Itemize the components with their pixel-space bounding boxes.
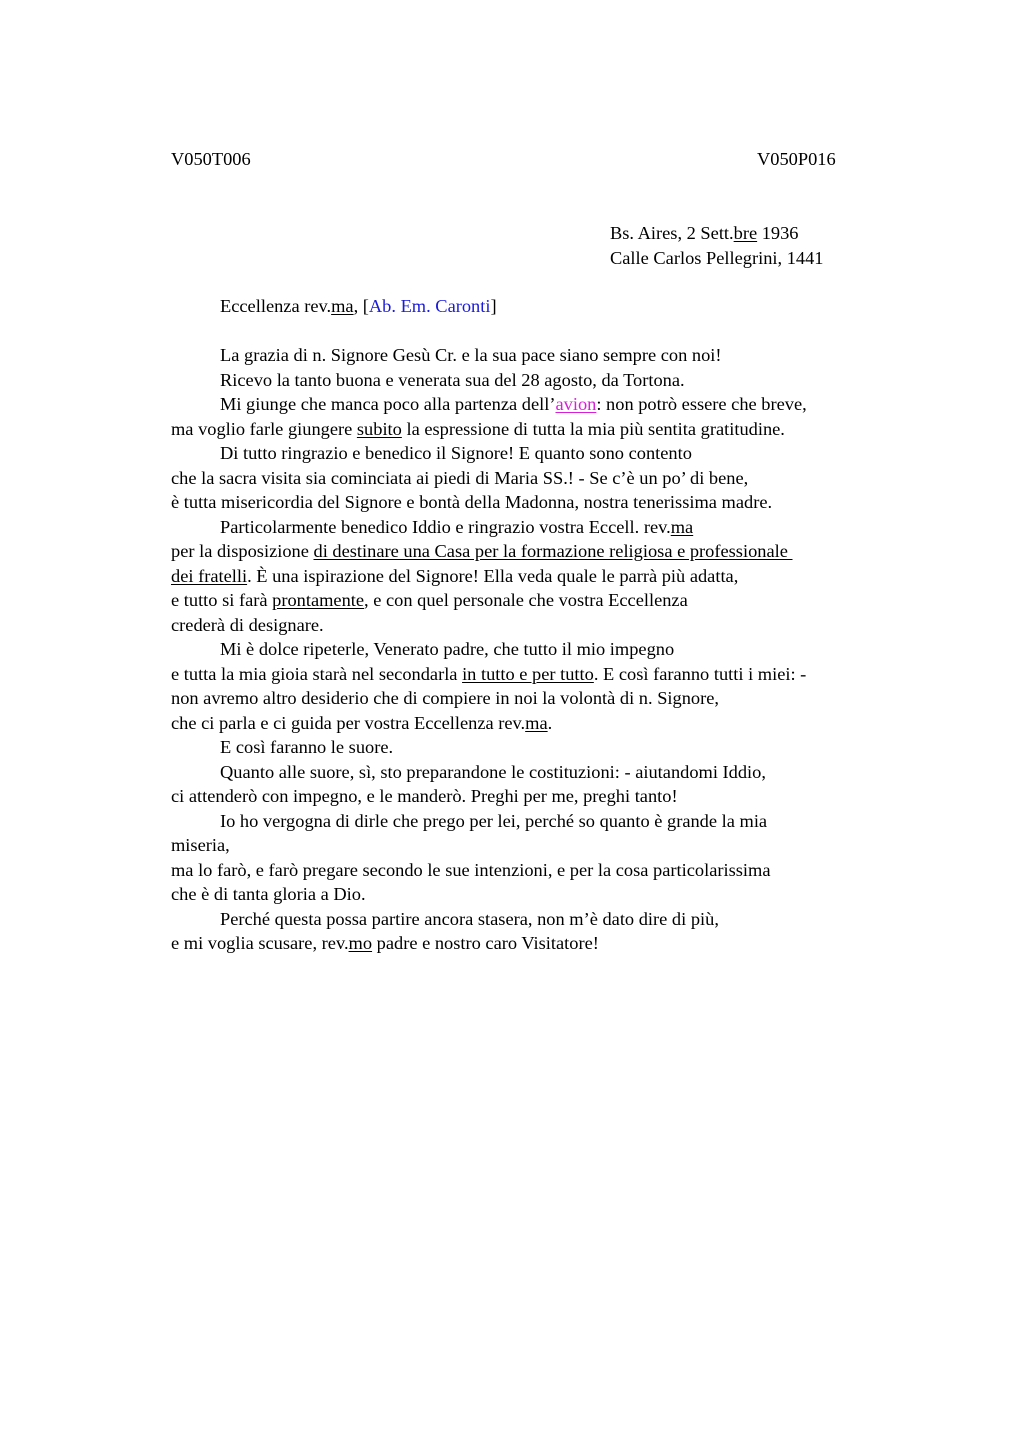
underlined-text: subito — [356, 418, 402, 439]
text-line: Ricevo la tanto buona e venerata sua del 28 agosto, da Tortona. — [220, 369, 685, 390]
text-line — [171, 662, 911, 687]
text-line — [171, 931, 911, 956]
recipient-name: Ab. Em. Caronti — [368, 296, 491, 316]
text-line: crederà di designare. — [171, 614, 324, 635]
salutation-abbrev: ma — [331, 296, 354, 316]
salutation-text: Eccellenza rev. — [220, 296, 332, 316]
date-block — [610, 221, 824, 270]
underlined-text: in tutto e per tutto — [462, 663, 594, 684]
text-line: Io ho vergogna di dirle che prego per lei, perché so quanto è grande la mia — [220, 810, 768, 831]
text-line — [171, 392, 911, 417]
address-line: Calle Carlos Pellegrini, 1441 — [610, 247, 824, 268]
text-line: Perché questa possa partire ancora stasera, non m’è dato dire di più, — [220, 908, 719, 929]
text-line: Di tutto ringrazio e benedico il Signore! E quanto sono contento — [220, 443, 692, 463]
text-line: è tutta misericordia del Signore e bontà della Madonna, nostra tenerissima madre. — [171, 492, 773, 512]
salutation-bracket-open: , [ — [353, 296, 369, 316]
salutation — [171, 294, 911, 319]
text-run: : non potrò essere che breve, — [596, 394, 807, 414]
text-run: , e con quel personale che vostra Eccellenza — [364, 590, 688, 610]
text-line — [171, 564, 911, 589]
text-run: padre e nostro caro Visitatore! — [372, 933, 599, 953]
date-text: Bs. Aires, 2 Sett. — [610, 223, 734, 243]
salutation-bracket-close: ] — [490, 296, 497, 316]
letter-body — [171, 294, 911, 956]
text-line: ma lo farò, e farò pregare secondo le sue intenzioni, e per la cosa particolarissima — [171, 859, 771, 880]
text-run: e tutta la mia gioia starà nel secondarla — [171, 663, 463, 684]
text-line: miseria, — [171, 835, 230, 855]
text-run: Particolarmente benedico Iddio e ringrazio vostra Eccell. rev. — [220, 516, 671, 537]
text-line: non avremo altro desiderio che di compiere in noi la volontà di n. Signore, — [171, 688, 720, 708]
document-code-left: V050T006 — [171, 149, 251, 169]
date-month-abbrev: bre — [733, 223, 758, 243]
text-run: e mi voglia scusare, rev. — [171, 933, 349, 953]
text-line — [171, 417, 911, 442]
underlined-text: ma — [670, 516, 694, 537]
paragraph-gap — [171, 319, 911, 344]
underlined-text: prontamente — [272, 590, 365, 610]
text-run: . E così faranno tutti i miei: - — [593, 663, 807, 684]
underlined-text: dei fratelli — [171, 565, 248, 586]
text-run: per la disposizione — [171, 541, 314, 561]
text-line — [171, 515, 911, 540]
text-line: E così faranno le suore. — [220, 737, 394, 757]
text-line: La grazia di n. Signore Gesù Cr. e la sua pace siano sempre con noi! — [220, 345, 722, 365]
text-line: Mi è dolce ripeterle, Venerato padre, che tutto il mio impegno — [220, 639, 675, 659]
text-run: che ci parla e ci guida per vostra Eccellenza rev. — [171, 712, 526, 733]
date-year: 1936 — [757, 223, 799, 243]
underlined-text: di destinare una Casa per la formazione religiosa e professionale — [313, 541, 793, 561]
text-run: la espressione di tutta la mia più sentita gratitudine. — [401, 418, 785, 439]
document-code-right: V050P016 — [757, 149, 836, 169]
text-run: ma voglio farle giungere — [171, 418, 357, 439]
text-run: . — [547, 712, 553, 733]
underlined-text: mo — [348, 933, 373, 953]
text-line — [171, 539, 911, 564]
text-line: che è di tanta gloria a Dio. — [171, 884, 366, 904]
text-line: che la sacra visita sia cominciata ai piedi di Maria SS.! - Se c’è un po’ di bene, — [171, 467, 749, 488]
text-run: e tutto si farà — [171, 590, 273, 610]
date-line — [610, 221, 824, 246]
text-line: Quanto alle suore, sì, sto preparandone le costituzioni: - aiutandomi Iddio, — [220, 761, 766, 782]
text-run: . È una ispirazione del Signore! Ella veda quale le parrà più adatta, — [247, 565, 739, 586]
text-line — [171, 711, 911, 736]
text-run: Mi giunge che manca poco alla partenza dell’ — [220, 394, 556, 414]
underlined-text: ma — [525, 712, 548, 733]
text-line — [171, 588, 911, 613]
text-line: ci attenderò con impegno, e le manderò. Preghi per me, preghi tanto! — [171, 786, 678, 806]
highlighted-word: avion — [555, 394, 597, 414]
